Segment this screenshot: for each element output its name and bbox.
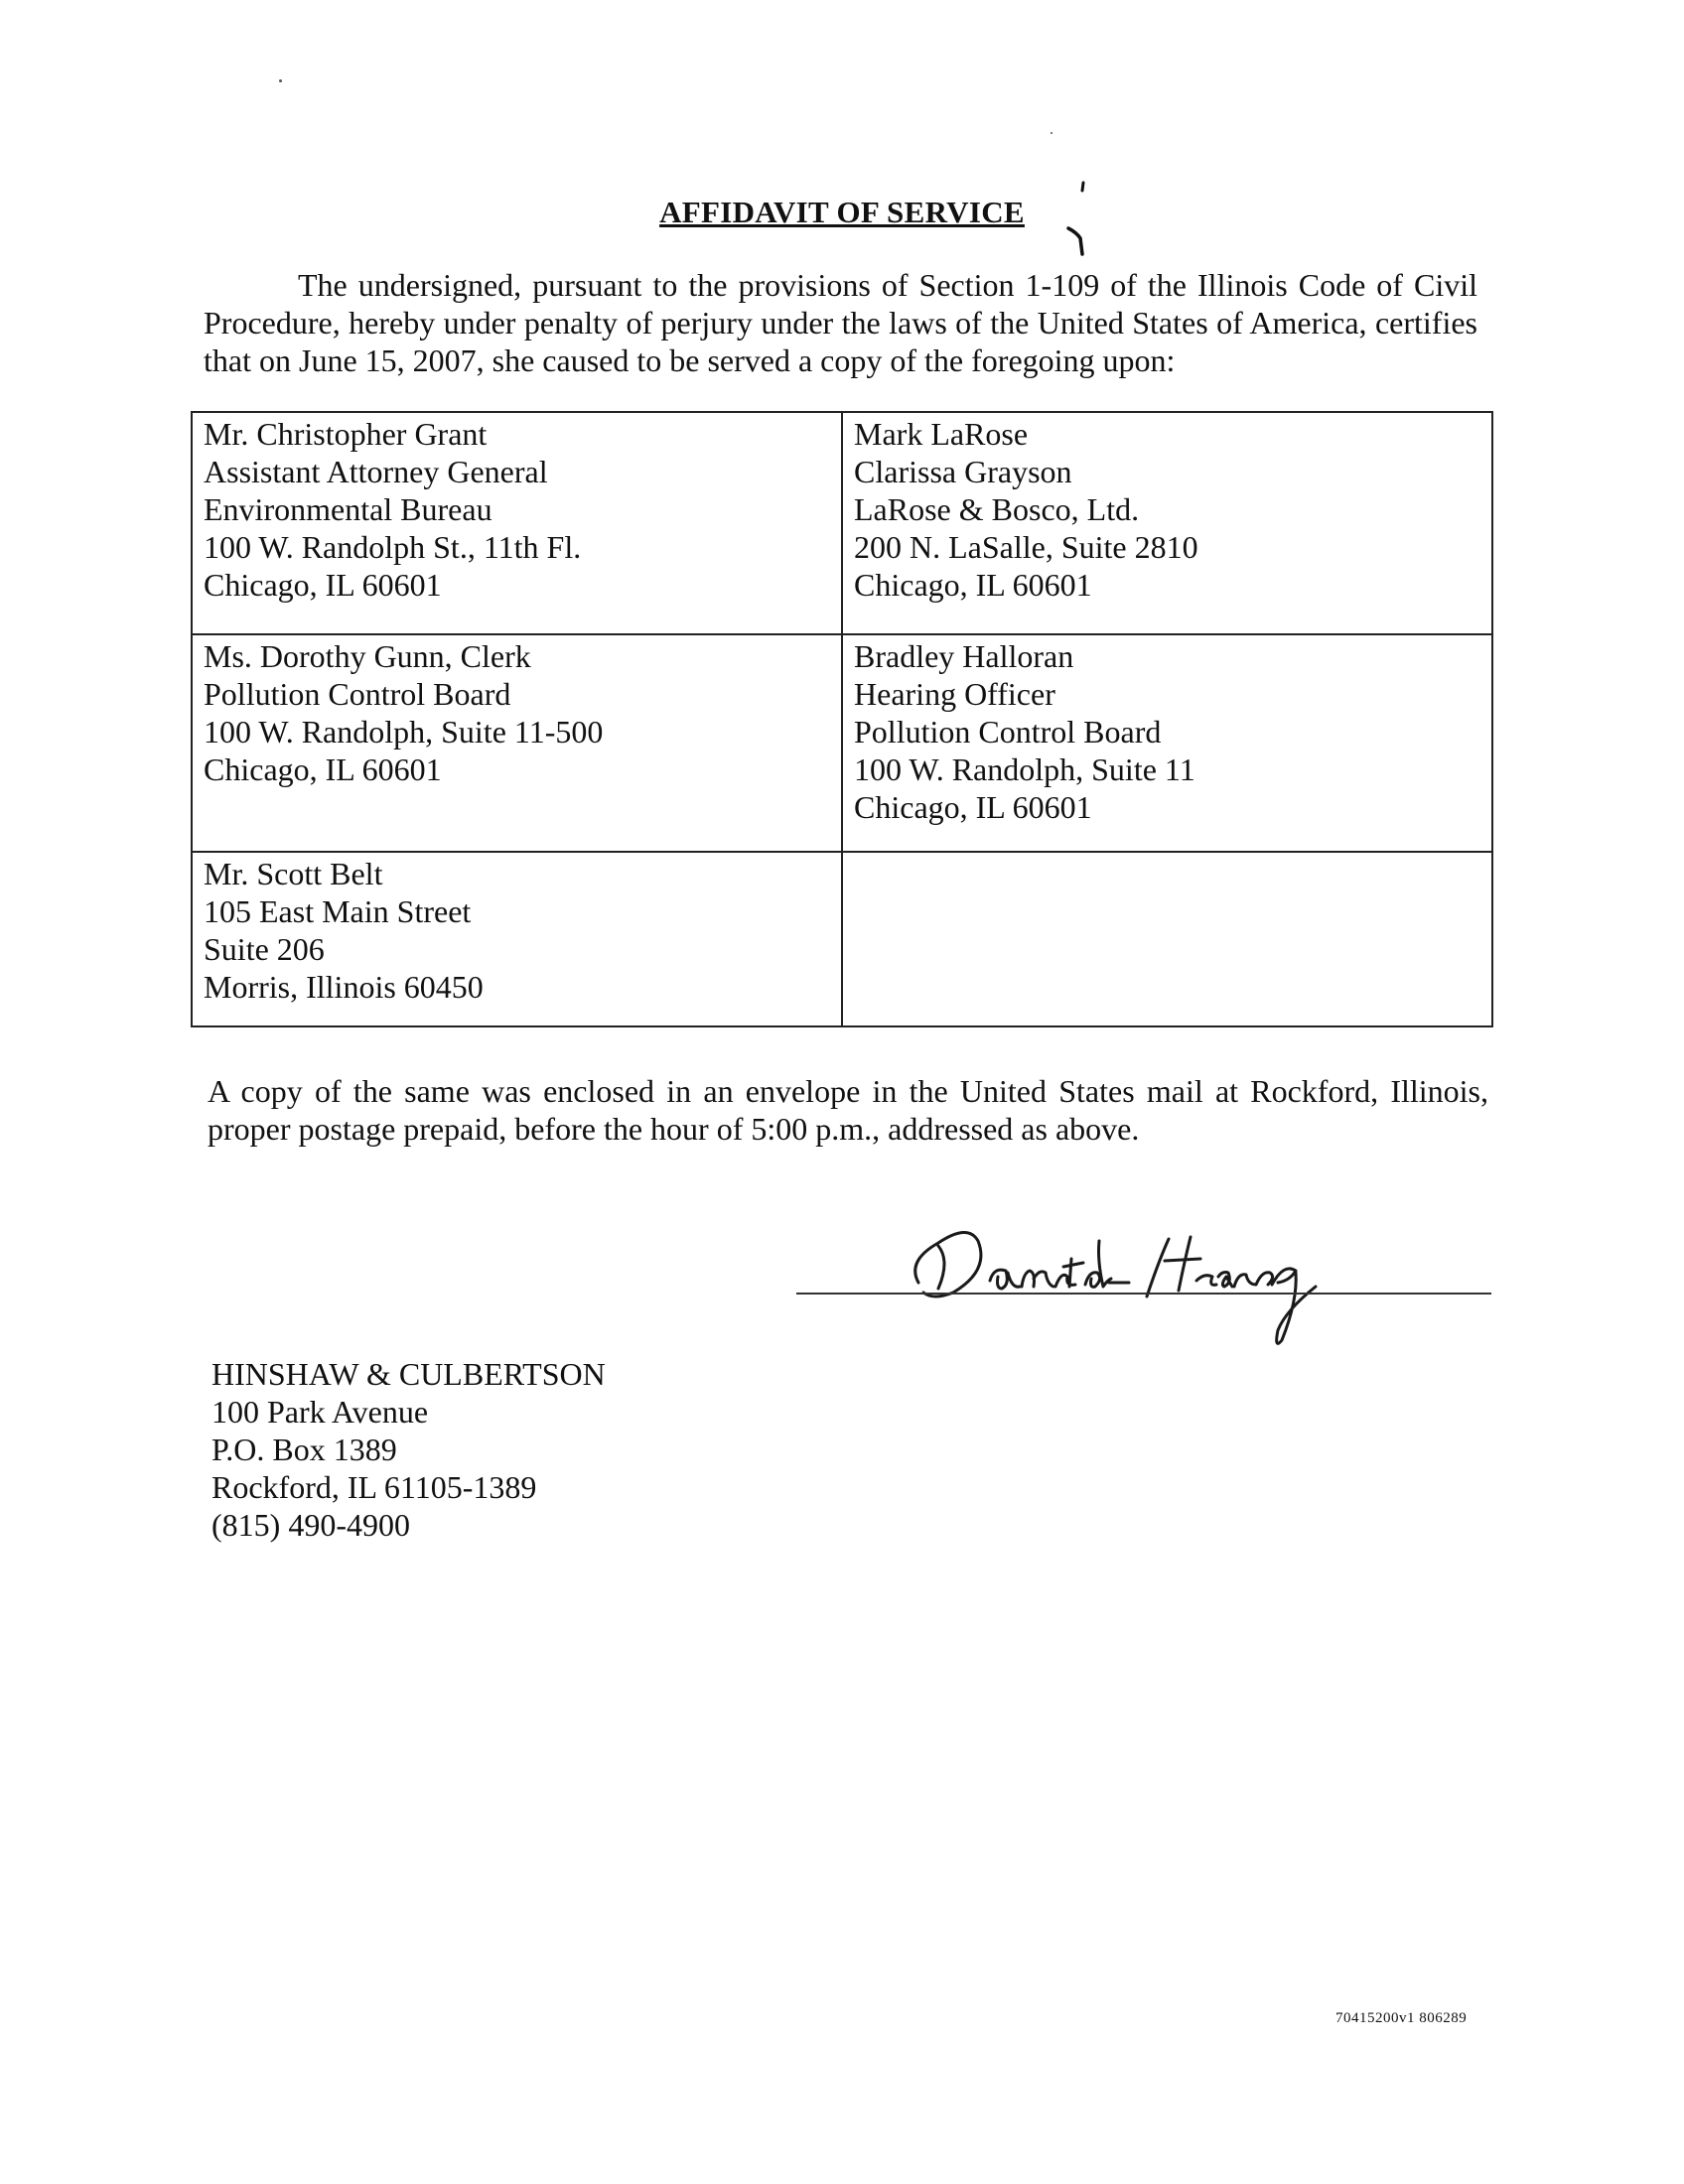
recipient-line: Hearing Officer: [854, 676, 1055, 712]
recipient-line: Pollution Control Board: [204, 676, 511, 712]
handwritten-mark: [1062, 181, 1092, 260]
table-row: [192, 412, 1492, 634]
recipient-line: Mr. Scott Belt: [204, 856, 383, 891]
mailing-statement: A copy of the same was enclosed in an envelope in the United States mail at Rockford, Illinois, proper postage prepaid, before the hour of 5:00 p.m., addressed as above.: [208, 1073, 1488, 1147]
recipient-line: 105 East Main Street: [204, 893, 472, 929]
firm-address-block: [211, 1355, 606, 1544]
recipient-line: 100 W. Randolph St., 11th Fl.: [204, 529, 582, 565]
recipient-line: Clarissa Grayson: [854, 454, 1072, 489]
signature-line: [796, 1293, 1491, 1295]
document-id: 70415200v1 806289: [1335, 2010, 1468, 2026]
handwritten-signature: [899, 1201, 1435, 1360]
recipient-line: Chicago, IL 60601: [854, 567, 1092, 603]
recipient-line: Environmental Bureau: [204, 491, 492, 527]
recipient-line: Bradley Halloran: [854, 638, 1074, 674]
firm-address-line: P.O. Box 1389: [211, 1432, 397, 1467]
firm-address-line: 100 Park Avenue: [211, 1394, 429, 1430]
recipient-line: Chicago, IL 60601: [204, 751, 442, 787]
recipient-line: LaRose & Bosco, Ltd.: [854, 491, 1140, 527]
recipient-line: 100 W. Randolph, Suite 11: [854, 751, 1195, 787]
intro-paragraph: [204, 266, 1477, 379]
recipient-line: Mr. Christopher Grant: [204, 416, 488, 452]
document-title: AFFIDAVIT OF SERVICE: [659, 195, 1025, 229]
recipient-cell: [192, 634, 842, 852]
recipient-line: Ms. Dorothy Gunn, Clerk: [204, 638, 531, 674]
recipient-line: Assistant Attorney General: [204, 454, 548, 489]
recipient-line: 100 W. Randolph, Suite 11-500: [204, 714, 604, 750]
recipient-cell: [192, 412, 842, 634]
recipient-line: Mark LaRose: [854, 416, 1029, 452]
scan-speck: [1051, 132, 1052, 134]
empty-cell: [842, 852, 1492, 1026]
scan-speck: [279, 79, 282, 82]
firm-address-line: Rockford, IL 61105-1389: [211, 1469, 537, 1505]
recipient-line: 200 N. LaSalle, Suite 2810: [854, 529, 1198, 565]
table-row: [192, 852, 1492, 1026]
recipient-cell: [192, 852, 842, 1026]
firm-phone: (815) 490-4900: [211, 1507, 410, 1543]
recipient-line: Chicago, IL 60601: [204, 567, 442, 603]
recipient-line: Suite 206: [204, 931, 325, 967]
recipient-line: Chicago, IL 60601: [854, 789, 1092, 825]
intro-text: The undersigned, pursuant to the provisions of Section 1-109 of the Illinois Code of Civil Procedure, hereby under penalty of perjury under the laws of the United States of America, certifies that on June 15, 2007, she caused to be served a copy of the foregoing upon:: [204, 267, 1477, 378]
recipient-cell: [842, 412, 1492, 634]
service-list-table: [191, 411, 1493, 1027]
table-row: [192, 634, 1492, 852]
recipient-cell: [842, 634, 1492, 852]
recipient-line: Pollution Control Board: [854, 714, 1162, 750]
recipient-line: Morris, Illinois 60450: [204, 969, 484, 1005]
firm-name: HINSHAW & CULBERTSON: [211, 1356, 606, 1392]
